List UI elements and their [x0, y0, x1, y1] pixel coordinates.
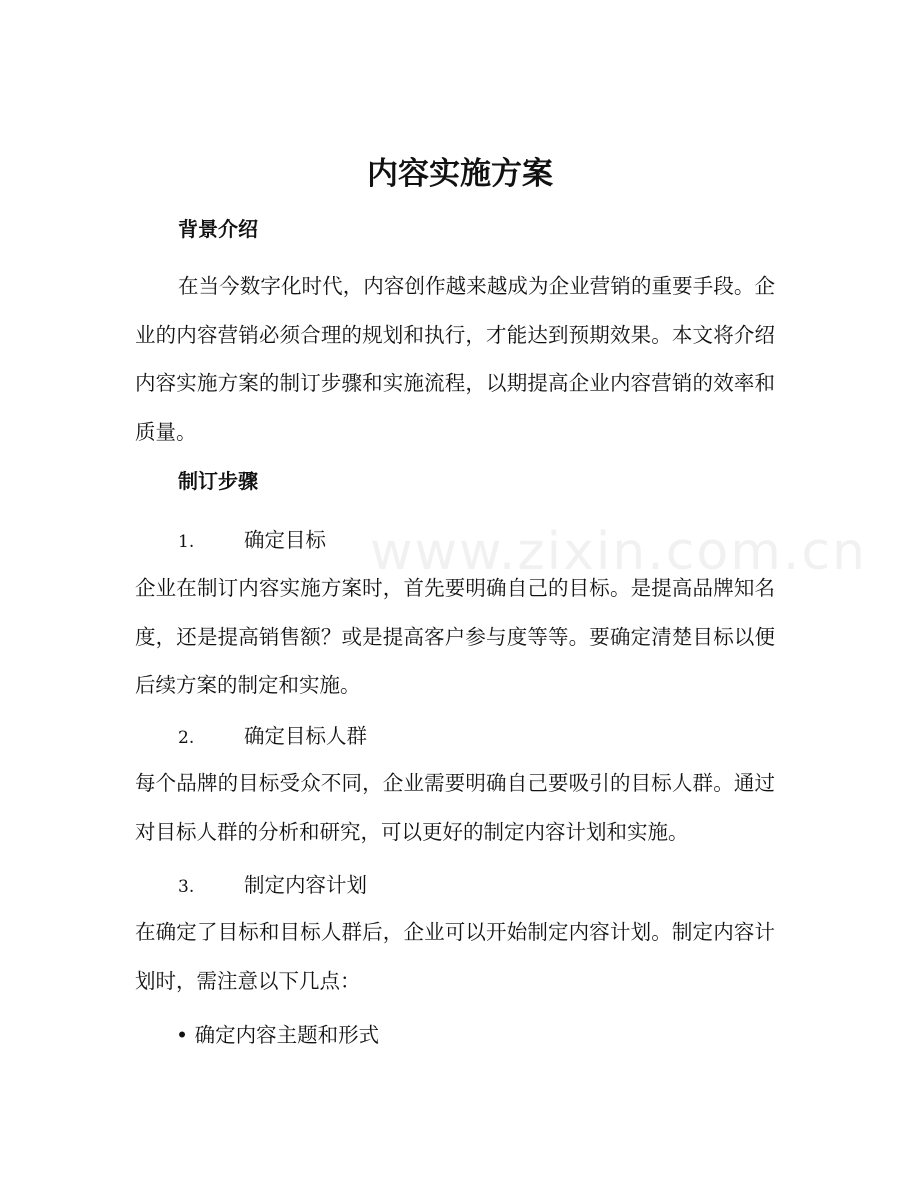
step-paragraph-2: 每个品牌的目标受众不同，企业需要明确自己要吸引的目标人群。通过对目标人群的分析和研究，可以更好的制定内容计划和实施。: [135, 771, 775, 844]
list-item: • 确定内容主题和形式: [176, 1023, 380, 1047]
step-number: 1.: [178, 532, 195, 552]
step-paragraph-1: 企业在制订内容实施方案时，首先要明确自己的目标。是提高品牌知名度，还是提高销售额？或是提高客户参与度等等。要确定清楚目标以便后续方案的制定和实施。: [135, 576, 775, 697]
step-number: 2.: [178, 728, 195, 748]
step-heading-3: [178, 870, 367, 902]
step-title: 确定目标: [244, 528, 326, 552]
step-number: 3.: [178, 877, 195, 897]
section-heading-background: 背景介绍: [178, 217, 258, 241]
document-title: 内容实施方案: [367, 156, 553, 192]
background-paragraph: 在当今数字化时代，内容创作越来越成为企业营销的重要手段。企业的内容营销必须合理的规划和执行，才能达到预期效果。本文将介绍内容实施方案的制订步骤和实施流程，以期提高企业内容营销的效率和质量。: [135, 274, 775, 444]
step-title: 制定内容计划: [244, 873, 367, 897]
step-title: 确定目标人群: [244, 724, 367, 748]
step-heading-2: [178, 721, 367, 753]
step-paragraph-3: 在确定了目标和目标人群后，企业可以开始制定内容计划。制定内容计划时，需注意以下几点：: [135, 920, 775, 993]
section-heading-steps: 制订步骤: [178, 469, 258, 493]
step-heading-1: [178, 525, 326, 557]
watermark: www.zixin.com.cn: [370, 522, 867, 582]
